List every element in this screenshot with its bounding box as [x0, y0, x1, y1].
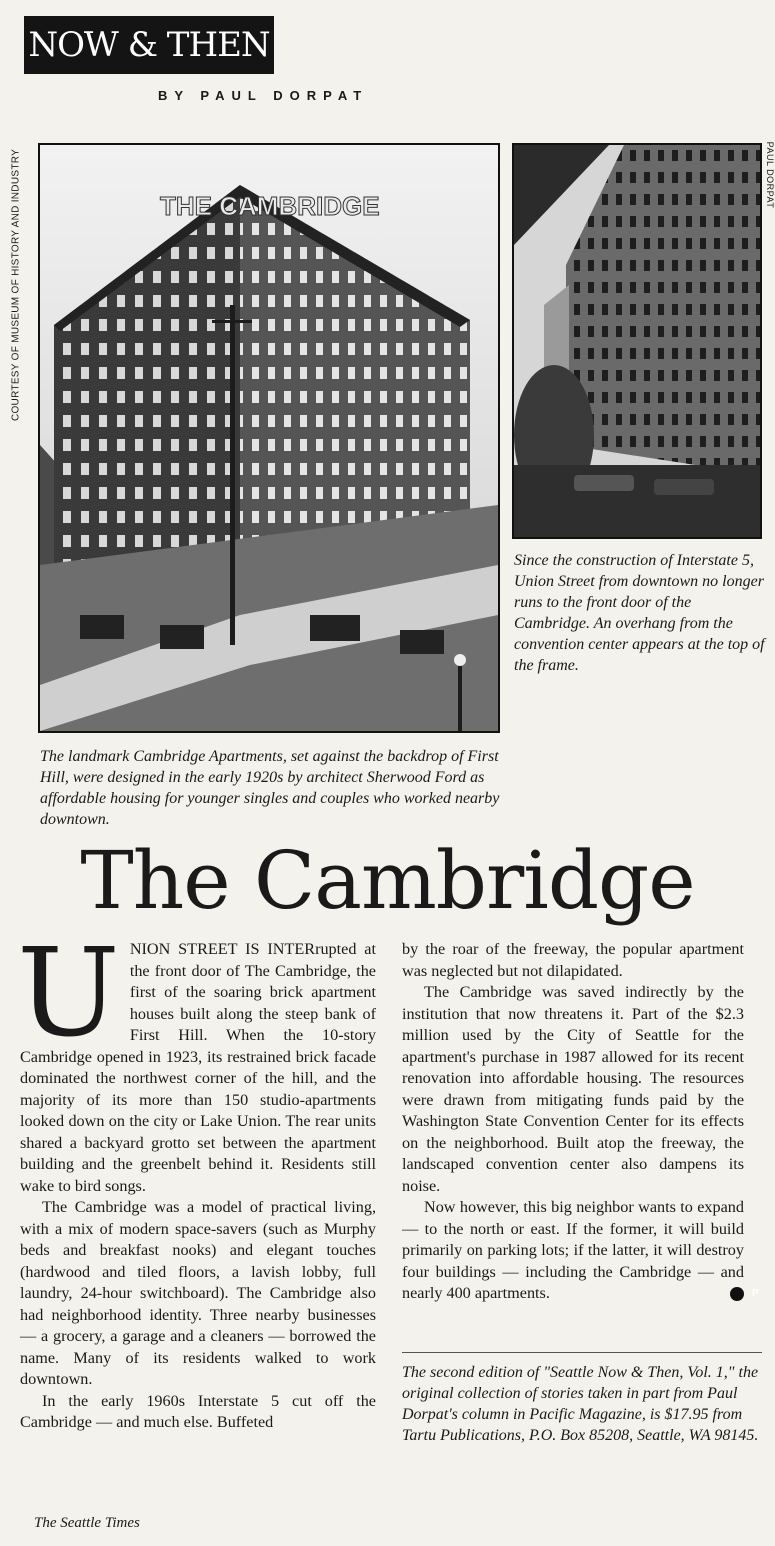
photo-credit-right-text: PAUL DORPAT — [765, 141, 775, 209]
photo-credit-left-text: COURTESY OF MUSEUM OF HISTORY AND INDUSTRY — [10, 148, 22, 422]
article-column-right — [402, 939, 759, 1305]
modern-photo-image — [514, 145, 760, 537]
historic-photo-sign: THE CAMBRIDGE — [160, 191, 380, 221]
paragraph-5 — [402, 1197, 759, 1305]
publication-footer: The Seattle Times — [34, 1515, 140, 1531]
historic-photo-caption: The landmark Cambridge Apartments, set against the backdrop of First Hill, were designed in the early 1920s by architect Sherwood Ford as affordable housing for younger singles and couples who worked nearby downtown. — [40, 748, 500, 828]
headline: The Cambridge — [80, 834, 695, 927]
paragraph-2: The Cambridge was a model of practical living, with a mix of modern space-savers (such as Murphy beds and breakfast nooks) and elegant touches (hardwood and tiled floors, a lavish lobby, full laundry, 24-hour switchboard). The Cambridge also had neighborhood identity. Three nearby businesses — a grocery, a garage and a cleaners — borrowed the name. Many of its residents walked to work downtown. — [20, 1198, 376, 1388]
paragraph-1-text: NION STREET IS INTERrupted at the front door of The Cambridge, the first of the soaring brick apartment houses built along the steep bank of First Hill. When the 10-story Cambridge opened in 1923, its restrained brick facade dominated the northwest corner of the hill, and the majority of its more than 150 studio-apartments looked down on the city or Lake Union. The rear units shared a backyard grotto set between the apartment building and the greenbelt behind it. Residents still wake to bird songs. — [20, 940, 376, 1195]
paragraph-1 — [17, 922, 376, 1197]
book-note: The second edition of "Seattle Now & Then, Vol. 1," the original collection of stories taken in part from Paul Dorpat's column in Pacific Magazine, is $17.95 from Tartu Publications, P.O. Box 85208, Seattle, WA 98145. — [402, 1364, 759, 1444]
note-divider — [402, 1352, 762, 1353]
end-mark-icon: P — [730, 1287, 744, 1301]
historic-photo — [38, 143, 500, 733]
byline: BY PAUL DORPAT — [158, 88, 369, 103]
photo-credit-right — [763, 143, 775, 223]
article-column-left — [17, 922, 376, 1434]
paragraph-4: The Cambridge was saved indirectly by the institution that now threatens it. Part of the $2.3 million used by the City of Seattle for the apartment's purchase in 1987 allowed for its recent renovation into affordable housing. The resources were drawn from mitigating funds paid by the Washington State Convention Center for its effects on the neighborhood. Built atop the freeway, the landscaped convention center also dampens its noise. — [402, 983, 744, 1195]
paragraph-5-text: Now however, this big neighbor wants to expand — to the north or east. If the former, it will build primarily on parking lots; if the latter, it will destroy four buildings — including the Cambridge — and nearly 400 apartments. — [402, 1198, 744, 1302]
modern-photo — [512, 143, 762, 539]
column-title: NOW & THEN — [24, 16, 274, 74]
photo-credit-left — [6, 145, 26, 425]
modern-photo-caption: Since the construction of Interstate 5, Union Street from downtown no longer runs to the front door of the Cambridge. An overhang from the convention center appears at the top of the frame. — [514, 552, 765, 674]
paragraph-3-continued: by the roar of the freeway, the popular apartment was neglected but not dilapidated. — [402, 940, 744, 980]
paragraph-3: In the early 1960s Interstate 5 cut off the Cambridge — and much else. Buffeted — [20, 1391, 376, 1431]
historic-photo-image — [40, 145, 498, 731]
drop-cap: U — [17, 922, 120, 1064]
